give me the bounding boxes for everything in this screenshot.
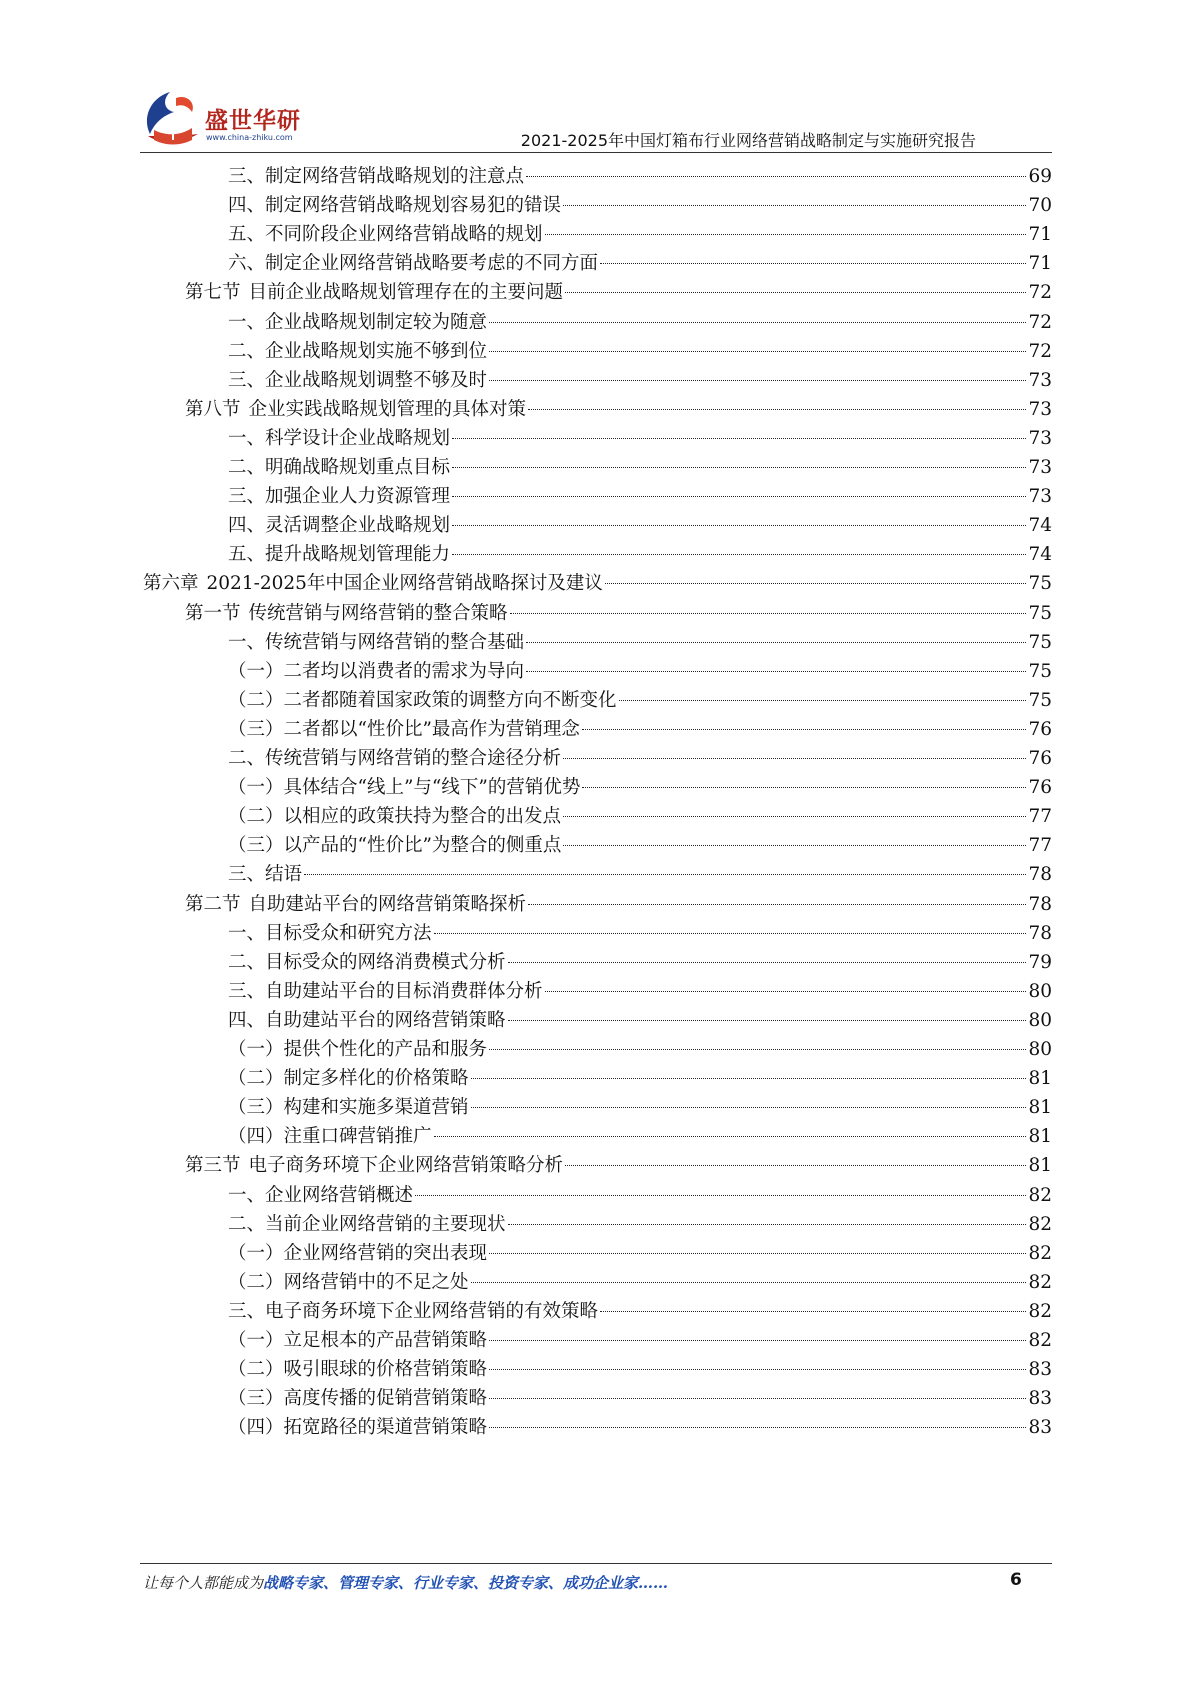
toc-entry-label [228, 365, 487, 396]
toc-leader-dots [304, 874, 1026, 875]
toc-entry-page: 78 [1028, 864, 1052, 886]
logo-name: 盛世华研 [205, 108, 301, 134]
toc-leader-dots [528, 904, 1026, 905]
toc-entry-prefix: 四、 [228, 1009, 266, 1031]
toc-entry-prefix: 二、 [228, 951, 266, 973]
toc-entry-prefix: 第一节 [185, 602, 241, 624]
toc-entry-label [228, 1296, 598, 1327]
toc-leader-dots [471, 1107, 1027, 1108]
toc-entry-prefix: 五、 [228, 544, 266, 566]
toc-entry-prefix: 二、 [228, 1213, 266, 1235]
toc-entry-text: 结语 [265, 864, 303, 886]
toc-entry-text: 不同阶段企业网络营销战略的规划 [265, 224, 543, 246]
footer-slogan [143, 1572, 668, 1593]
toc-entry-prefix: （三） [228, 835, 284, 857]
toc-entry-label [228, 1267, 469, 1298]
toc-entry[interactable] [228, 1412, 1052, 1443]
logo-url: www.china-zhiku.com [206, 133, 293, 142]
toc-entry-text: 具体结合“线上”与“线下”的营销优势 [283, 777, 581, 799]
toc-entry-prefix: 三、 [228, 369, 266, 391]
toc-entry-text: 传统营销与网络营销的整合策略 [248, 602, 508, 624]
toc-entry-page: 77 [1028, 835, 1052, 857]
toc-entry-prefix: 二、 [228, 340, 266, 362]
toc-entry-prefix: 四、 [228, 195, 266, 217]
toc-entry-label [228, 976, 543, 1007]
toc-leader-dots [489, 1253, 1026, 1254]
toc-entry-page: 76 [1028, 718, 1052, 740]
toc-entry[interactable] [228, 248, 1052, 279]
toc-entry-prefix: （四） [228, 1126, 284, 1148]
toc-leader-dots [565, 1165, 1026, 1166]
toc-entry-page: 76 [1028, 748, 1052, 769]
toc-leader-dots [526, 671, 1026, 672]
toc-entry-text: 二者都随着国家政策的调整方向不断变化 [283, 689, 617, 711]
toc-entry-page: 74 [1028, 544, 1052, 566]
toc-entry-text: 企业战略规划制定较为随意 [265, 311, 488, 333]
toc-leader-dots [563, 816, 1026, 817]
toc-entry[interactable] [228, 307, 1052, 338]
toc-entry[interactable] [228, 1267, 1052, 1298]
toc-entry-text: 加强企业人力资源管理 [265, 486, 451, 508]
toc-entry-label [228, 336, 487, 367]
toc-entry-prefix: 一、 [228, 922, 266, 944]
footer-slogan-lead: 让每个人都能成为 [143, 1574, 264, 1592]
toc-entry-text: 制定网络营销战略规划的注意点 [265, 166, 525, 187]
toc-entry-page: 82 [1028, 1184, 1052, 1206]
toc-entry[interactable] [228, 772, 1052, 803]
toc-entry[interactable] [228, 1005, 1052, 1036]
toc-entry[interactable] [185, 598, 1052, 629]
toc-leader-dots [489, 1049, 1026, 1050]
toc-entry[interactable] [228, 976, 1052, 1007]
toc-entry[interactable] [228, 1325, 1052, 1356]
toc-entry-text: 注重口碑营销推广 [283, 1126, 432, 1148]
toc-entry-label [185, 394, 526, 425]
toc-entry[interactable] [228, 859, 1052, 890]
toc-entry-prefix: 第二节 [185, 893, 241, 915]
toc-entry-text: 明确战略规划重点目标 [265, 457, 451, 478]
toc-entry-page: 78 [1028, 922, 1052, 944]
document-title: 2021-2025年中国灯箱布行业网络营销战略制定与实施研究报告 [520, 131, 976, 150]
toc-entry-text: 构建和实施多渠道营销 [283, 1097, 469, 1119]
toc-entry[interactable] [228, 481, 1052, 512]
toc-entry-page: 81 [1028, 1097, 1052, 1119]
toc-entry[interactable] [185, 277, 1052, 308]
toc-entry-page: 69 [1028, 166, 1052, 187]
toc-entry-prefix: 三、 [228, 864, 266, 886]
toc-entry-page: 80 [1028, 1009, 1052, 1031]
toc-leader-dots [415, 1195, 1026, 1196]
toc-leader-dots [489, 1340, 1026, 1341]
toc-entry-label [228, 685, 617, 716]
toc-entry[interactable] [228, 423, 1052, 454]
toc-leader-dots [508, 1020, 1027, 1021]
toc-entry[interactable] [228, 510, 1052, 541]
toc-entry-prefix: 第三节 [185, 1155, 241, 1177]
toc-entry-page: 71 [1028, 224, 1052, 246]
toc-entry-text: 二者都以“性价比”最高作为营销理念 [283, 718, 580, 740]
toc-entry-label [143, 568, 603, 599]
toc-entry-text: 网络营销中的不足之处 [283, 1271, 469, 1293]
toc-entry-text: 拓宽路径的渠道营销策略 [283, 1417, 488, 1439]
toc-entry-page: 73 [1028, 457, 1052, 478]
toc-entry-text: 以相应的政策扶持为整合的出发点 [283, 806, 562, 828]
toc-entry-text: 电子商务环境下企业网络营销的有效策略 [265, 1300, 599, 1322]
toc-entry-page: 77 [1028, 806, 1052, 828]
toc-entry[interactable] [228, 1121, 1052, 1152]
toc-leader-dots [434, 1136, 1027, 1137]
toc-entry[interactable] [185, 889, 1052, 920]
toc-entry[interactable] [185, 1150, 1052, 1181]
toc-entry-text: 高度传播的促销营销策略 [283, 1388, 488, 1410]
toc-entry-page: 82 [1028, 1271, 1052, 1293]
toc-entry-label [228, 190, 561, 221]
toc-entry-page: 75 [1028, 660, 1052, 682]
toc-entry-page: 81 [1028, 1126, 1052, 1148]
toc-entry[interactable] [228, 1063, 1052, 1094]
toc-entry-label [228, 1034, 487, 1065]
toc-leader-dots [489, 1369, 1026, 1370]
toc-entry[interactable] [228, 190, 1052, 221]
toc-entry-prefix: 第八节 [185, 398, 241, 420]
toc-leader-dots [528, 409, 1026, 410]
toc-entry-label [228, 830, 561, 861]
toc-entry-prefix: （三） [228, 718, 284, 740]
toc-leader-dots [563, 758, 1026, 759]
toc-entry-label [228, 714, 580, 745]
toc-leader-dots [452, 554, 1026, 555]
toc-entry-prefix: 四、 [228, 515, 266, 537]
toc-entry-page: 71 [1028, 253, 1052, 275]
toc-entry-label [228, 627, 524, 658]
toc-leader-dots [471, 1282, 1027, 1283]
toc-entry-prefix: 二、 [228, 748, 266, 769]
toc-entry[interactable] [228, 1092, 1052, 1123]
toc-entry-page: 72 [1028, 340, 1052, 362]
toc-entry-label [228, 859, 302, 890]
toc-entry-text: 目标受众和研究方法 [265, 922, 432, 944]
toc-leader-dots [582, 729, 1027, 730]
toc-entry-text: 制定企业网络营销战略要考虑的不同方面 [265, 253, 599, 275]
toc-entry[interactable] [228, 336, 1052, 367]
toc-entry-page: 81 [1028, 1155, 1052, 1177]
toc-leader-dots [452, 467, 1026, 468]
toc-entry-text: 企业实践战略规划管理的具体对策 [248, 398, 527, 420]
toc-leader-dots [452, 525, 1026, 526]
toc-entry-prefix: 一、 [228, 1184, 266, 1206]
toc-entry-prefix: 二、 [228, 457, 266, 478]
toc-entry-label [228, 743, 561, 774]
toc-entry-text: 提升战略规划管理能力 [265, 544, 451, 566]
toc-leader-dots [471, 1078, 1027, 1079]
toc-entry[interactable] [228, 219, 1052, 250]
toc-entry-prefix: （三） [228, 1097, 284, 1119]
toc-entry-label [228, 1209, 506, 1240]
footer-divider [140, 1563, 1052, 1564]
toc-entry-label [228, 947, 506, 978]
toc-entry-label [228, 1383, 487, 1414]
toc-entry[interactable] [228, 801, 1052, 832]
toc-entry-prefix: （一） [228, 1039, 284, 1060]
toc-leader-dots [489, 1427, 1026, 1428]
toc-entry-prefix: 三、 [228, 980, 266, 1002]
toc-entry-page: 76 [1028, 777, 1052, 799]
toc-entry[interactable] [228, 743, 1052, 774]
toc-entry-text: 企业战略规划实施不够到位 [265, 340, 488, 362]
toc-entry-page: 74 [1028, 515, 1052, 537]
toc-entry-label [228, 1092, 469, 1123]
toc-entry-page: 72 [1028, 282, 1052, 304]
toc-entry-prefix: （三） [228, 1388, 284, 1410]
toc-entry-text: 传统营销与网络营销的整合基础 [265, 631, 525, 653]
toc-entry-text: 自助建站平台的网络营销策略 [265, 1009, 506, 1031]
toc-entry-prefix: 三、 [228, 1300, 266, 1322]
toc-entry-text: 制定网络营销战略规划容易犯的错误 [265, 195, 562, 217]
toc-entry-text: 自助建站平台的网络营销策略探析 [248, 893, 527, 915]
toc-entry-page: 73 [1028, 369, 1052, 391]
page-header [0, 0, 1191, 150]
toc-entry-text: 吸引眼球的价格营销策略 [283, 1359, 488, 1381]
toc-entry-label [228, 161, 524, 192]
toc-entry-prefix: （一） [228, 1242, 284, 1264]
toc-entry[interactable] [185, 394, 1052, 425]
toc-entry-text: 立足根本的产品营销策略 [283, 1330, 488, 1351]
toc-entry-prefix: 一、 [228, 311, 266, 333]
toc-entry-prefix: （二） [228, 1359, 284, 1381]
toc-entry-page: 73 [1028, 427, 1052, 449]
toc-entry-label [228, 423, 450, 454]
toc-entry-page: 82 [1028, 1300, 1052, 1322]
toc-entry-text: 提供个性化的产品和服务 [283, 1039, 488, 1060]
toc-entry-page: 82 [1028, 1242, 1052, 1264]
toc-entry-page: 83 [1028, 1417, 1052, 1439]
page-number: 6 [1010, 1570, 1022, 1590]
toc-leader-dots [489, 1398, 1026, 1399]
toc-entry[interactable] [228, 714, 1052, 745]
toc-leader-dots [600, 263, 1026, 264]
toc-entry-page: 73 [1028, 486, 1052, 508]
toc-entry-text: 当前企业网络营销的主要现状 [265, 1213, 506, 1235]
toc-entry-page: 82 [1028, 1330, 1052, 1351]
toc-entry-label [185, 1150, 563, 1181]
toc-entry-page: 75 [1028, 631, 1052, 653]
toc-entry-page: 75 [1028, 573, 1052, 595]
toc-leader-dots [489, 351, 1026, 352]
toc-entry-prefix: （二） [228, 1271, 284, 1293]
toc-leader-dots [526, 176, 1026, 177]
toc-entry-label [228, 772, 580, 803]
toc-entry-page: 80 [1028, 1039, 1052, 1060]
toc-entry-page: 75 [1028, 689, 1052, 711]
toc-leader-dots [489, 380, 1026, 381]
toc-entry-text: 目标受众的网络消费模式分析 [265, 951, 506, 973]
toc-entry-prefix: 第六章 [143, 573, 199, 595]
toc-entry-page: 80 [1028, 980, 1052, 1002]
toc-entry-prefix: 一、 [228, 631, 266, 653]
toc-entry-label [228, 219, 543, 250]
toc-entry-prefix: 第七节 [185, 282, 241, 304]
toc-leader-dots [563, 205, 1026, 206]
toc-entry[interactable] [228, 918, 1052, 949]
toc-entry-text: 自助建站平台的目标消费群体分析 [265, 980, 543, 1002]
toc-entry[interactable] [228, 947, 1052, 978]
toc-entry-page: 75 [1028, 602, 1052, 624]
toc-entry-label [228, 656, 524, 687]
toc-entry[interactable] [228, 539, 1052, 570]
toc-entry[interactable] [228, 656, 1052, 687]
toc-entry-label [228, 481, 450, 512]
toc-entry-page: 70 [1028, 195, 1052, 217]
toc-leader-dots [582, 787, 1026, 788]
header-divider [140, 152, 1052, 153]
toc-entry-page: 81 [1028, 1068, 1052, 1090]
toc-entry-label [228, 510, 450, 541]
toc-entry-page: 82 [1028, 1213, 1052, 1235]
toc-entry-label [228, 1005, 506, 1036]
toc-entry-page: 72 [1028, 311, 1052, 333]
toc-entry[interactable] [228, 1238, 1052, 1269]
toc-entry-page: 73 [1028, 398, 1052, 420]
toc-entry-page: 83 [1028, 1359, 1052, 1381]
toc-entry-page: 79 [1028, 951, 1052, 973]
toc-entry-label [228, 1325, 487, 1356]
toc-entry-prefix: （一） [228, 660, 284, 682]
toc-entry-prefix: （二） [228, 806, 284, 828]
toc-leader-dots [434, 933, 1027, 934]
toc-entry-label [228, 918, 432, 949]
toc-entry-label [228, 1238, 487, 1269]
toc-entry-page: 78 [1028, 893, 1052, 915]
toc-entry-prefix: （四） [228, 1417, 284, 1439]
toc-entry[interactable] [228, 1383, 1052, 1414]
toc-entry-prefix: （一） [228, 777, 284, 799]
toc-leader-dots [508, 962, 1027, 963]
toc-entry-text: 制定多样化的价格策略 [283, 1068, 469, 1090]
toc-leader-dots [563, 845, 1026, 846]
toc-leader-dots [489, 322, 1026, 323]
toc-entry-text: 传统营销与网络营销的整合途径分析 [265, 748, 562, 769]
toc-entry-label [228, 248, 598, 279]
toc-entry[interactable] [228, 1180, 1052, 1211]
toc-entry-label [228, 1412, 487, 1443]
toc-entry-label [228, 1063, 469, 1094]
toc-entry-label [228, 307, 487, 338]
toc-entry-text: 2021-2025年中国企业网络营销战略探讨及建议 [206, 573, 603, 595]
footer-slogan-highlight: 战略专家、管理专家、行业专家、投资专家、成功企业家…… [263, 1574, 669, 1592]
toc-leader-dots [510, 613, 1027, 614]
toc-entry-prefix: （二） [228, 1068, 284, 1090]
toc-entry[interactable] [228, 365, 1052, 396]
toc-leader-dots [605, 583, 1027, 584]
toc-entry[interactable] [228, 161, 1052, 192]
toc-entry[interactable] [228, 685, 1052, 716]
toc-leader-dots [600, 1311, 1026, 1312]
toc-entry-page: 83 [1028, 1388, 1052, 1410]
toc-entry-text: 二者均以消费者的需求为导向 [283, 660, 525, 682]
toc-entry-text: 电子商务环境下企业网络营销策略分析 [248, 1155, 564, 1177]
toc-entry-label [185, 277, 563, 308]
toc-leader-dots [452, 496, 1026, 497]
toc-entry-prefix: 三、 [228, 166, 266, 187]
toc-entry-label [228, 1121, 432, 1152]
toc-entry-prefix: （一） [228, 1330, 284, 1351]
toc-leader-dots [526, 642, 1026, 643]
toc-entry[interactable] [228, 1209, 1052, 1240]
toc-entry-label [228, 452, 450, 483]
toc-entry-prefix: （二） [228, 689, 284, 711]
toc-leader-dots [565, 292, 1026, 293]
toc-entry-label [185, 889, 526, 920]
toc-leader-dots [508, 1224, 1027, 1225]
toc-entry-text: 企业战略规划调整不够及时 [265, 369, 488, 391]
toc-entry-prefix: 三、 [228, 486, 266, 508]
toc-entry-label [228, 1180, 413, 1211]
toc-entry-prefix: 一、 [228, 427, 266, 449]
toc-entry[interactable] [143, 568, 1052, 599]
toc-entry-text: 企业网络营销概述 [265, 1184, 414, 1206]
toc-leader-dots [619, 700, 1027, 701]
toc-entry-label [228, 539, 450, 570]
toc-entry[interactable] [228, 1296, 1052, 1327]
toc-entry[interactable] [228, 452, 1052, 483]
toc-entry-prefix: 六、 [228, 253, 266, 275]
toc-entry[interactable] [228, 1354, 1052, 1385]
toc-entry-text: 目前企业战略规划管理存在的主要问题 [248, 282, 564, 304]
toc-entry-text: 企业网络营销的突出表现 [283, 1242, 488, 1264]
toc-entry-label [228, 801, 561, 832]
toc-entry-label [228, 1354, 487, 1385]
toc-entry-label [185, 598, 508, 629]
toc-leader-dots [545, 234, 1027, 235]
toc-entry-prefix: 五、 [228, 224, 266, 246]
toc-leader-dots [452, 438, 1026, 439]
toc-entry[interactable] [228, 830, 1052, 861]
toc-leader-dots [545, 991, 1027, 992]
toc-entry[interactable] [228, 1034, 1052, 1065]
toc-entry-text: 灵活调整企业战略规划 [265, 515, 451, 537]
toc-entry-text: 以产品的“性价比”为整合的侧重点 [283, 835, 562, 857]
toc-entry[interactable] [228, 627, 1052, 658]
toc-entry-text: 科学设计企业战略规划 [265, 427, 451, 449]
